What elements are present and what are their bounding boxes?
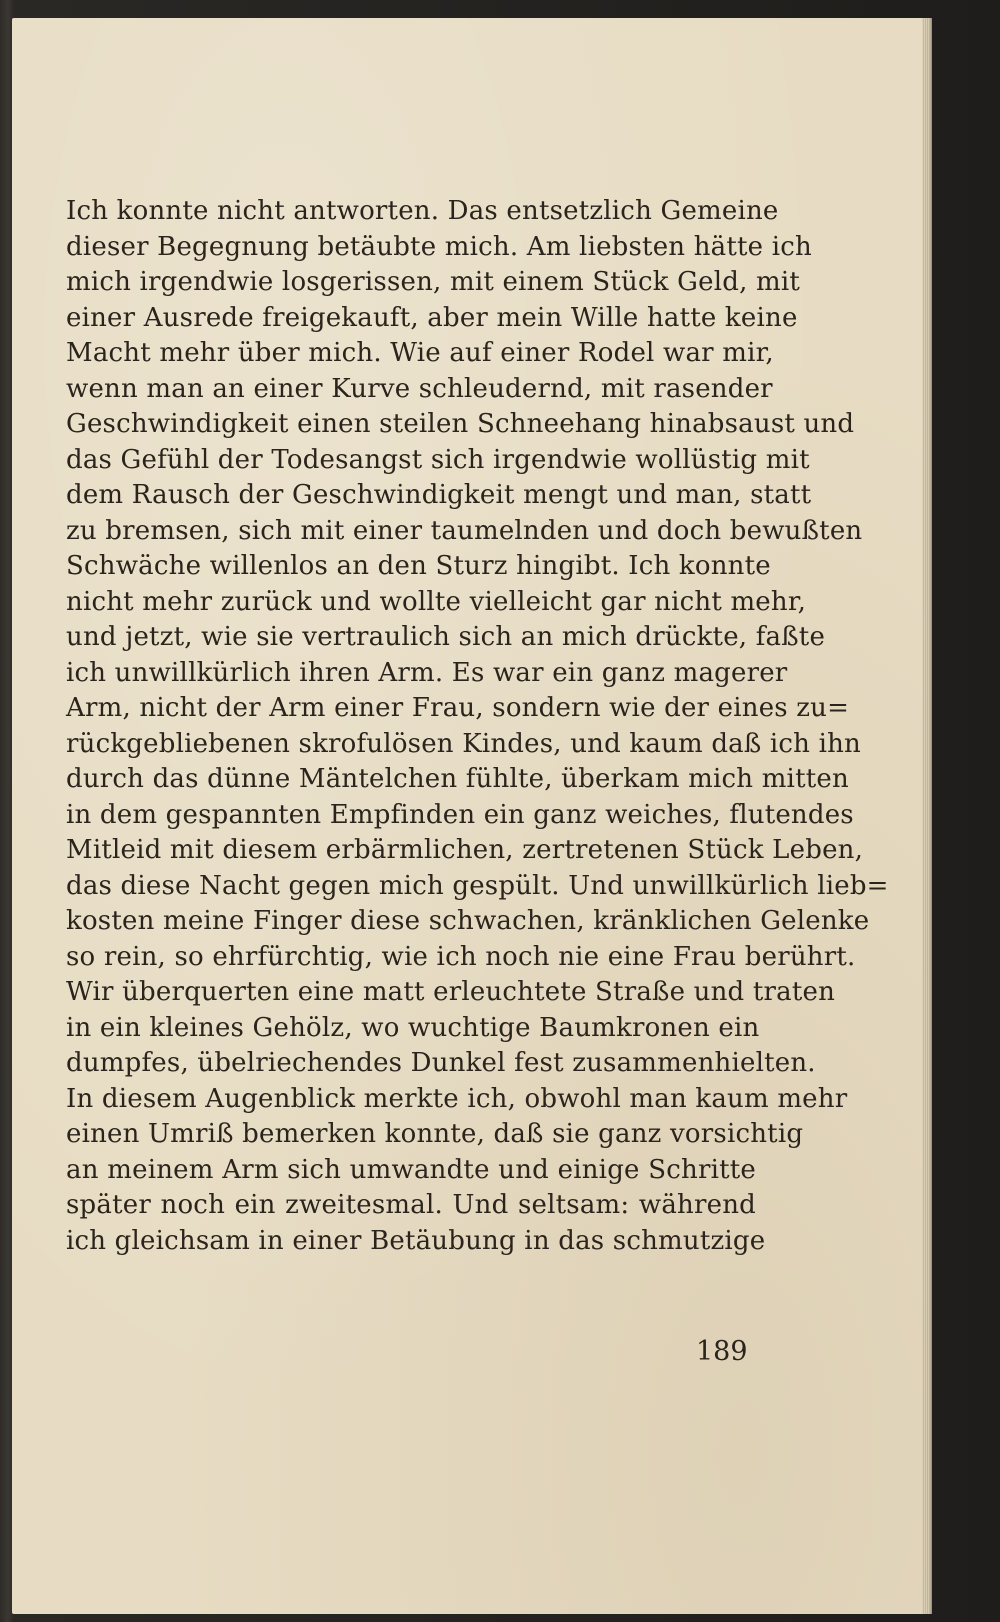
text-line: das Gefühl der Todesangst sich irgendwie wollüstig mit — [66, 444, 810, 475]
text-line: zu bremsen, sich mit einer taumelnden und doch bewußten — [66, 515, 863, 546]
text-line: so rein, so ehrfürchtig, wie ich noch nie eine Frau berührt. — [66, 941, 856, 972]
text-line: Schwäche willenlos an den Sturz hingibt. Ich konnte — [66, 551, 771, 581]
text-line: mich irgendwie losgerissen, mit einem Stück Geld, mit — [66, 267, 801, 297]
text-line: Mitleid mit diesem erbärmlichen, zertretenen Stück Leben, — [66, 835, 864, 865]
text-line: in dem gespannten Empfinden ein ganz weiches, flutendes — [66, 799, 854, 830]
body-text — [66, 194, 889, 1259]
text-line: In diesem Augenblick merkte ich, obwohl man kaum mehr — [66, 1083, 848, 1114]
text-line: dieser Begegnung betäubte mich. Am liebsten hätte ich — [66, 231, 812, 262]
text-line: wenn man an einer Kurve schleudernd, mit rasender — [66, 373, 773, 404]
text-line: und jetzt, wie sie vertraulich sich an mich drückte, faßte — [66, 622, 826, 652]
text-line: dem Rausch der Geschwindigkeit mengt und man, statt — [66, 480, 812, 510]
text-line: ich unwillkürlich ihren Arm. Es war ein ganz magerer — [66, 657, 788, 688]
text-line: Macht mehr über mich. Wie auf einer Rodel war mir, — [66, 338, 774, 368]
page-number: 189 — [696, 1336, 748, 1367]
text-line: durch das dünne Mäntelchen fühlte, überkam mich mitten — [66, 764, 849, 794]
text-line: später noch ein zweitesmal. Und seltsam: während — [66, 1190, 756, 1220]
text-line: Arm, nicht der Arm einer Frau, sondern wie der eines zu= — [66, 693, 850, 723]
text-line: an meinem Arm sich umwandte und einige Schritte — [66, 1154, 756, 1185]
text-line: kosten meine Finger diese schwachen, kränklichen Gelenke — [66, 906, 870, 936]
text-line: nicht mehr zurück und wollte vielleicht gar nicht mehr, — [66, 586, 807, 617]
text-line: das diese Nacht gegen mich gespült. Und unwillkürlich lieb= — [66, 870, 889, 901]
text-line: Wir überquerten eine matt erleuchtete Straße und traten — [66, 977, 836, 1007]
text-line: in ein kleines Gehölz, wo wuchtige Baumkronen ein — [66, 1012, 760, 1043]
text-line: dumpfes, übelriechendes Dunkel fest zusammenhielten. — [66, 1048, 816, 1078]
text-line: ich gleichsam in einer Betäubung in das schmutzige — [66, 1225, 766, 1256]
book-page — [12, 18, 924, 1614]
text-line: einer Ausrede freigekauft, aber mein Wille hatte keine — [66, 302, 798, 333]
text-line: Ich konnte nicht antworten. Das entsetzlich Gemeine — [66, 196, 779, 226]
text-line: einen Umriß bemerken konnte, daß sie ganz vorsichtig — [66, 1119, 804, 1149]
text-line: rückgebliebenen skrofulösen Kindes, und kaum daß ich ihn — [66, 728, 861, 759]
text-line: Geschwindigkeit einen steilen Schneehang hinabsaust und — [66, 409, 855, 439]
page-edge — [922, 18, 932, 1614]
